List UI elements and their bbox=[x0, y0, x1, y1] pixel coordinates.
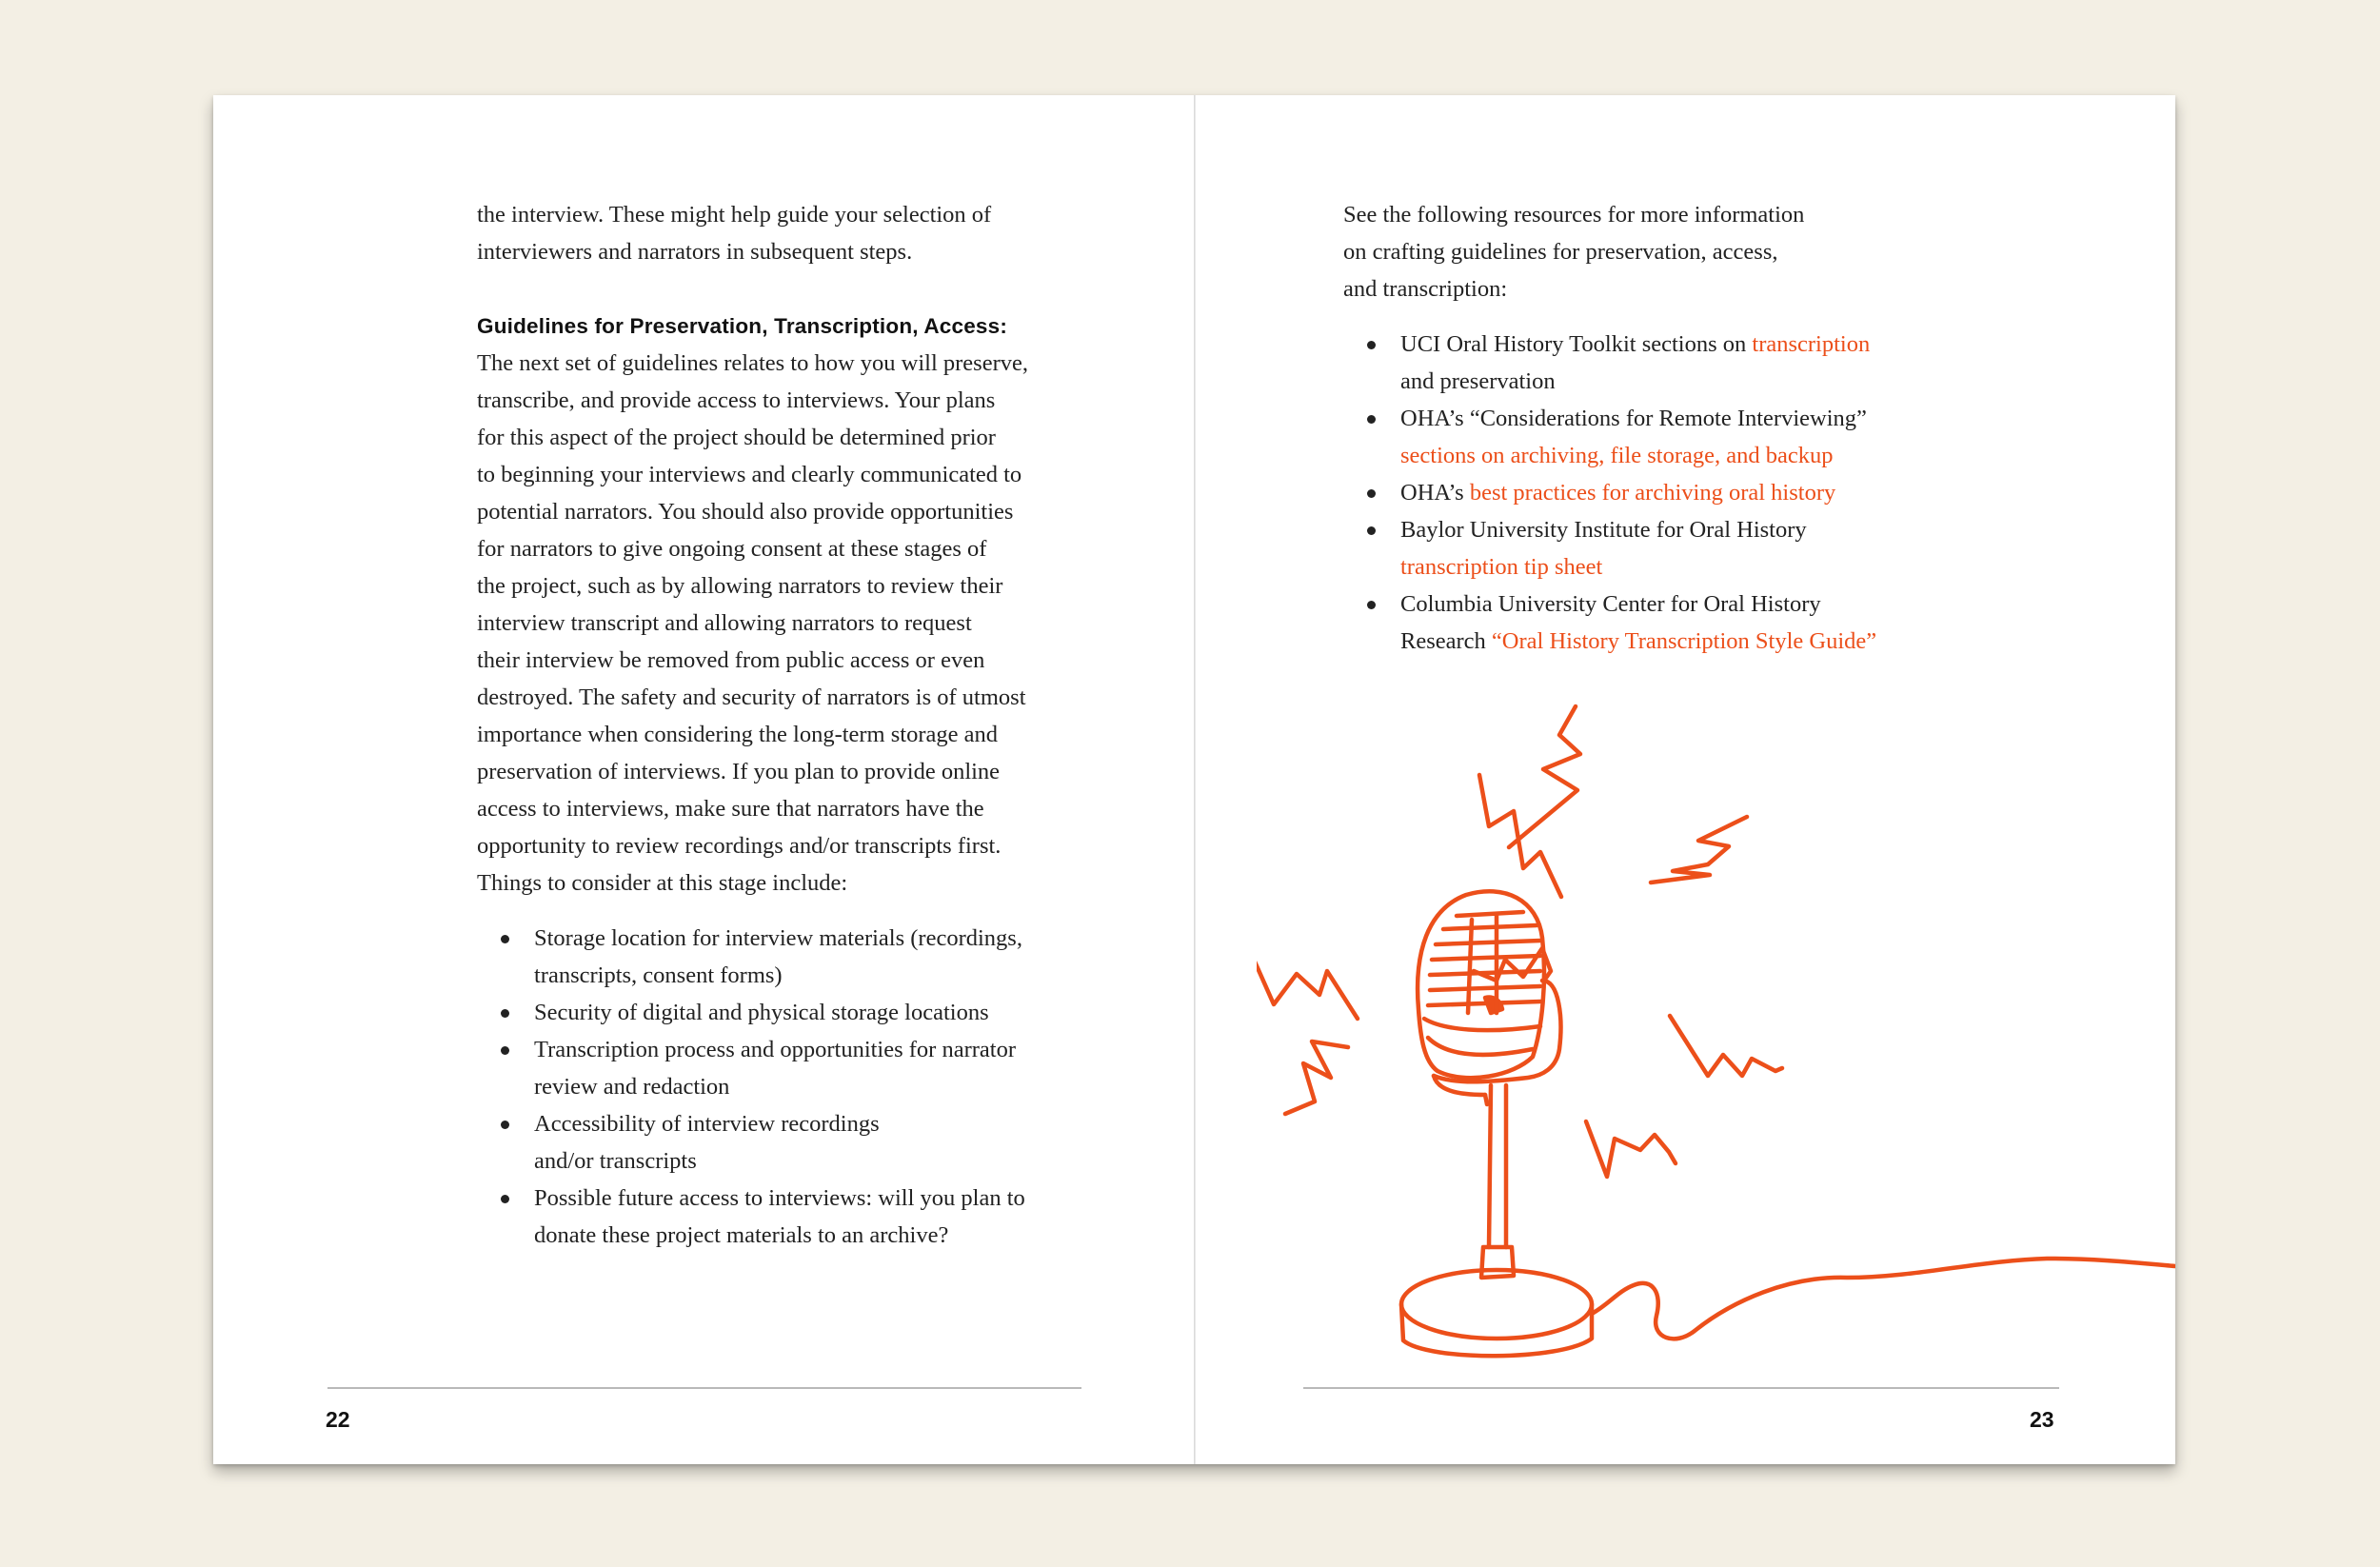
transcription-tip-sheet-link[interactable]: transcription tip sheet bbox=[1400, 554, 1603, 580]
paragraph-line: potential narrators. You should also provide opportunities bbox=[477, 499, 1014, 525]
microphone-illustration bbox=[1257, 695, 2175, 1361]
list-item: Storage location for interview materials (recordings, transcripts, consent forms) bbox=[477, 920, 1143, 994]
section-heading: Guidelines for Preservation, Transcription, Access: bbox=[477, 314, 1008, 338]
paragraph-line: importance when considering the long-term storage and bbox=[477, 722, 998, 747]
paragraph-line: to beginning your interviews and clearly communicated to bbox=[477, 462, 1022, 487]
resources-list bbox=[1343, 326, 1991, 660]
list-item: Transcription process and opportunities for narrator review and redaction bbox=[477, 1031, 1143, 1105]
paragraph-line: for this aspect of the project should be determined prior bbox=[477, 425, 996, 450]
paragraph-line: destroyed. The safety and security of narrators is of utmost bbox=[477, 684, 1026, 710]
transcription-style-guide-link[interactable]: “Oral History Transcription Style Guide” bbox=[1491, 628, 1877, 654]
paragraph-line: Things to consider at this stage include: bbox=[477, 870, 848, 896]
paragraph-line: The next set of guidelines relates to how you will preserve, bbox=[477, 350, 1028, 376]
paragraph-line: the project, such as by allowing narrators to review their bbox=[477, 573, 1003, 599]
intro-line: the interview. These might help guide your selection of bbox=[477, 202, 992, 228]
microphone-stand bbox=[1401, 1085, 1592, 1356]
list-item: Possible future access to interviews: will you plan to donate these project materials to an archive? bbox=[477, 1180, 1143, 1254]
footer-rule bbox=[1303, 1387, 2059, 1389]
paragraph-line: their interview be removed from public access or even bbox=[477, 647, 985, 673]
archiving-best-practices-link[interactable]: best practices for archiving oral history bbox=[1469, 480, 1836, 506]
resource-item: Baylor University Institute for Oral History transcription tip sheet bbox=[1343, 511, 1991, 585]
intro-line: See the following resources for more information bbox=[1343, 202, 1805, 228]
intro-line: on crafting guidelines for preservation, access, bbox=[1343, 239, 1778, 265]
intro-line: interviewers and narrators in subsequent steps. bbox=[477, 239, 913, 265]
list-item: Accessibility of interview recordings and/or transcripts bbox=[477, 1105, 1143, 1180]
left-page bbox=[213, 95, 1194, 1464]
left-page-body bbox=[477, 196, 1143, 1254]
resource-item: Columbia University Center for Oral History Research “Oral History Transcription Style Guide” bbox=[1343, 585, 1991, 660]
microphone-head bbox=[1418, 891, 1544, 1078]
paragraph-line: preservation of interviews. If you plan to provide online bbox=[477, 759, 1001, 784]
right-page-body bbox=[1343, 196, 1991, 660]
considerations-list bbox=[477, 920, 1143, 1254]
list-item: Security of digital and physical storage locations bbox=[477, 994, 1143, 1031]
resource-item: OHA’s best practices for archiving oral history bbox=[1343, 474, 1991, 511]
paragraph-line: transcribe, and provide access to interviews. Your plans bbox=[477, 387, 996, 413]
archiving-storage-backup-link[interactable]: sections on archiving, file storage, and backup bbox=[1400, 443, 1834, 468]
transcription-link[interactable]: transcription bbox=[1752, 331, 1871, 357]
microphone-cable bbox=[1592, 1259, 2175, 1339]
paragraph-line: for narrators to give ongoing consent at these stages of bbox=[477, 536, 987, 562]
footer-rule bbox=[327, 1387, 1081, 1389]
resource-item: OHA’s “Considerations for Remote Interviewing” sections on archiving, file storage, and backup bbox=[1343, 400, 1991, 474]
paragraph-line: opportunity to review recordings and/or transcripts first. bbox=[477, 833, 1002, 859]
paragraph-line: access to interviews, make sure that narrators have the bbox=[477, 796, 984, 822]
intro-line: and transcription: bbox=[1343, 276, 1508, 302]
page-number: 22 bbox=[326, 1407, 350, 1432]
paragraph-line: interview transcript and allowing narrators to request bbox=[477, 610, 972, 636]
page-number: 23 bbox=[2030, 1407, 2054, 1432]
resource-item: UCI Oral History Toolkit sections on transcription and preservation bbox=[1343, 326, 1991, 400]
